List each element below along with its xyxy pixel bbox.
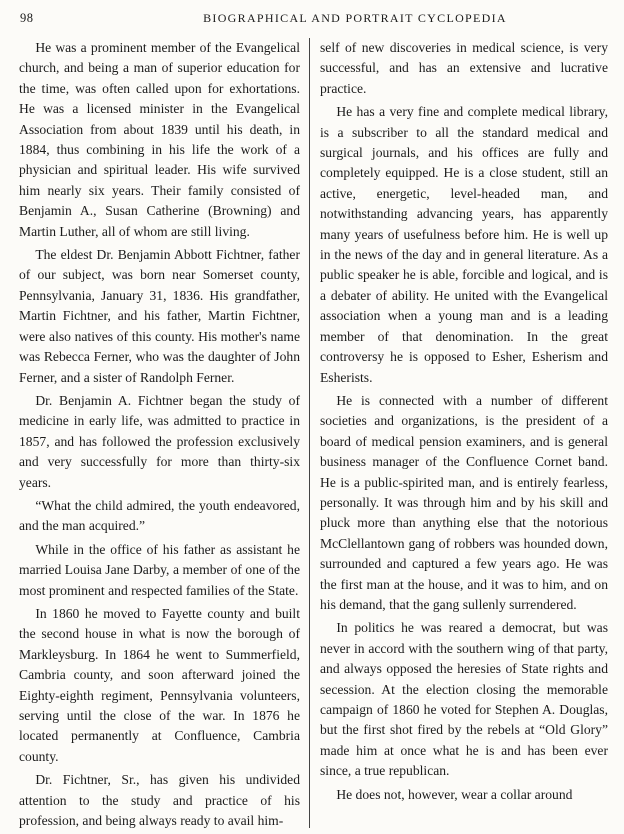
column-divider: [309, 38, 310, 828]
paragraph: He is connected with a number of different societies and organizations, is the president of a board of medical pension examiners, and is general business manager of the Confluence Cornet band. He is a public-spirited man, and is entirely fearless, personally. It was through him and by his skill and pluck more than anything else that the notorious McClellantown gang of robbers was hounded down, surrounded and captured a few years ago. He was the first man at the house, and it was to him, and on his demand, that the gang sullenly surrendered.: [320, 392, 608, 612]
paragraph: He was a prominent member of the Evangelical church, and being a man of superior education for the time, was often called upon for exhortations. He was a licensed minister in the Evangelical Association from about 1839 until his death, in 1884, thus combining in his life the work of a physician and spiritual leader. His wife survived him nearly six years. Their family consisted of Benjamin A., Susan Catherine (Browning) and Martin Luther, all of whom are still living.: [19, 40, 300, 239]
paragraph: Dr. Benjamin A. Fichtner began the study of medicine in early life, was admitted to practice in 1857, and has followed the profession exclusively and very successfully for more than thirty-six years.: [19, 392, 300, 490]
page-header: [0, 0, 624, 34]
paragraph: While in the office of his father as assistant he married Louisa Jane Darby, a member of one of the most prominent and respected families of the State.: [19, 541, 300, 598]
running-title: BIOGRAPHICAL AND PORTRAIT CYCLOPEDIA: [203, 11, 507, 25]
paragraph: He does not, however, wear a collar around: [336, 786, 573, 802]
right-column: [320, 38, 608, 808]
left-column: [19, 38, 300, 834]
quotation: “What the child admired, the youth endeavored, and the man acquired.”: [19, 497, 300, 534]
paragraph: In politics he was reared a democrat, but was never in accord with the southern wing of that party, and always opposed the heresies of State rights and secession. At the election closing the memorable campaign of 1860 he voted for Stephen A. Douglas, but the first shot fired by the rebels at “Old Glory” made him at once what he is and has been ever since, a true republican.: [320, 620, 608, 779]
paragraph-continuation: self of new discoveries in medical science, is very successful, and has an extensive and lucrative practice.: [320, 40, 608, 96]
paragraph: He has a very fine and complete medical library, is a subscriber to all the standard medical and surgical journals, and his offices are fully and completely equipped. He is a close student, still an active, energetic, level-headed man, and notwithstanding advancing years, has apparently many years of usefulness before him. He is well up in the news of the day and in general literature. As a public speaker he is able, forcible and logical, and is a debater of ability. He united with the Evangelical association when a young man and is a leading member of that denomination. In the great controversy he is opposed to Esher, Esherism and Esherists.: [320, 104, 608, 385]
paragraph: The eldest Dr. Benjamin Abbott Fichtner, father of our subject, was born near Somerset county, Pennsylvania, January 31, 1836. His grandfather, Martin Fichtner, and his father, Martin Fichtner, were also natives of this county. His mother's name was Rebecca Ferner, who was the daughter of John Ferner, and a sister of Randolph Ferner.: [19, 247, 300, 385]
page-number: 98: [20, 11, 34, 25]
paragraph: Dr. Fichtner, Sr., has given his undivided attention to the study and practice of his profession, and being always ready to avail him-: [19, 772, 300, 829]
paragraph: In 1860 he moved to Fayette county and built the second house in what is now the borough of Markleysburg. In 1864 he went to Summerfield, Cambria county, and soon afterward joined the Eighty-eighth regiment, Pennsylvania volunteers, serving until the close of the war. In 1876 he located permanently at Confluence, Cambria county.: [19, 605, 300, 764]
text-columns: [0, 38, 624, 828]
